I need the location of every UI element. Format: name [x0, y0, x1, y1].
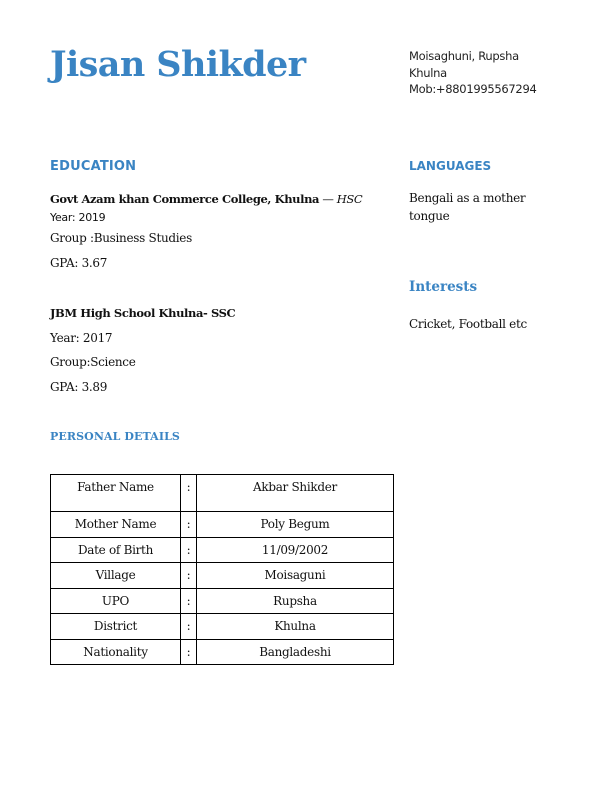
date-of-birth-label: Date of Birth: [51, 537, 181, 563]
ssc-year: Year: 2017: [50, 331, 113, 345]
upo-label: UPO: [51, 588, 181, 614]
education-entry-1-title: [50, 192, 362, 206]
candidate-name: Jisan Shikder: [50, 44, 306, 85]
contact-block: [409, 48, 537, 98]
ssc-group: Group:Science: [50, 355, 136, 369]
mother-name-label: Mother Name: [51, 512, 181, 538]
separator-colon: :: [181, 537, 197, 563]
table-row: [51, 614, 394, 640]
table-row: [51, 512, 394, 538]
ssc-gpa: GPA: 3.89: [50, 380, 108, 394]
separator-colon: :: [181, 512, 197, 538]
table-row: [51, 588, 394, 614]
ssc-institution: JBM High School Khulna- SSC: [50, 306, 236, 320]
table-row: [51, 537, 394, 563]
hsc-gpa: GPA: 3.67: [50, 256, 108, 270]
separator-colon: :: [181, 639, 197, 665]
separator-colon: :: [181, 588, 197, 614]
table-row: [51, 563, 394, 589]
table-row: [51, 639, 394, 665]
personal-details-heading: PERSONAL DETAILS: [50, 430, 180, 443]
district-label: District: [51, 614, 181, 640]
hsc-year: Year: 2019: [50, 211, 106, 224]
nationality-label: Nationality: [51, 639, 181, 665]
hsc-group: Group :Business Studies: [50, 231, 192, 245]
mother-name-value: Poly Begum: [197, 512, 394, 538]
interests-heading: Interests: [409, 279, 478, 295]
separator-colon: :: [181, 614, 197, 640]
hsc-institution: Govt Azam khan Commerce College, Khulna: [50, 192, 320, 206]
district-value: Khulna: [197, 614, 394, 640]
village-label: Village: [51, 563, 181, 589]
education-heading: EDUCATION: [50, 159, 137, 174]
father-name-value: Akbar Shikder: [197, 475, 394, 512]
father-name-label: Father Name: [51, 475, 181, 512]
personal-details-table: [50, 474, 394, 665]
date-of-birth-value: 11/09/2002: [197, 537, 394, 563]
hsc-degree: HSC: [336, 192, 363, 206]
hsc-separator: —: [319, 192, 337, 206]
phone-number: Mob:+8801995567294: [409, 82, 537, 96]
upo-value: Rupsha: [197, 588, 394, 614]
address-line-2: Khulna: [409, 65, 447, 80]
table-row: [51, 475, 394, 512]
interests-text: Cricket, Football etc: [409, 317, 527, 331]
separator-colon: :: [181, 475, 197, 512]
separator-colon: :: [181, 563, 197, 589]
nationality-value: Bangladeshi: [197, 639, 394, 665]
village-value: Moisaguni: [197, 563, 394, 589]
languages-text: Bengali as a mother tongue: [409, 191, 526, 223]
address-line-1: Moisaghuni, Rupsha: [409, 49, 519, 63]
languages-heading: LANGUAGES: [409, 159, 492, 173]
